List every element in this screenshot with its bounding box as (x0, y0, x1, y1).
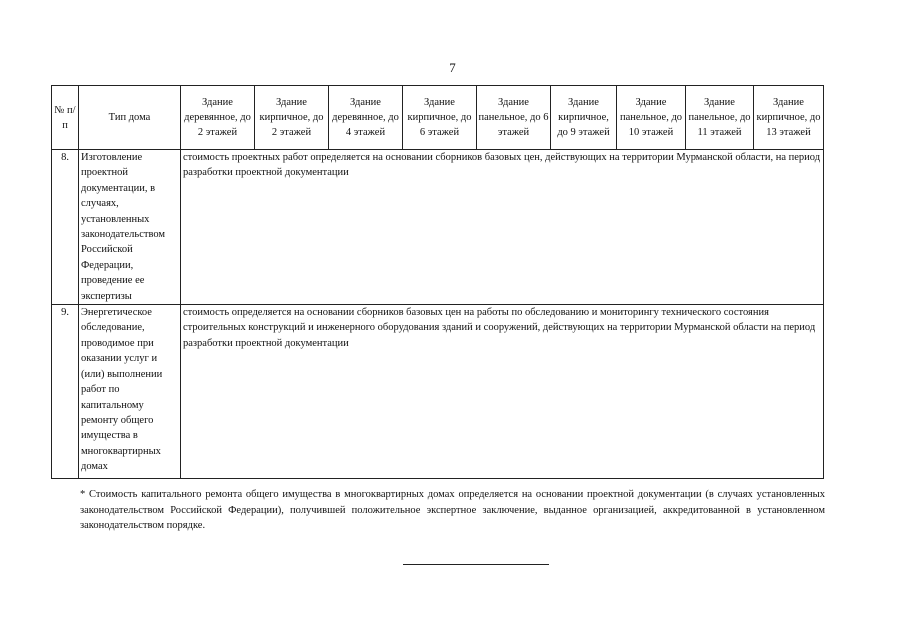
page-number: 7 (449, 60, 456, 75)
row-work-type: Энергетическое обследование, проводимое при оказании услуг и (или) выполнении работ по капитальному ремонту общего имущества в многоквартирных домах (79, 305, 181, 479)
cost-table (51, 85, 824, 479)
table-header-row (52, 86, 824, 150)
row-work-type: Изготовление проектной документации, в случаях, установленных законодательством Российской Федерации, проведение ее экспертизы (79, 150, 181, 305)
closing-line (403, 564, 549, 565)
header-cell-building-type: Здание панельное, до 6 этажей (477, 86, 551, 150)
header-cell-house-type: Тип дома (79, 86, 181, 150)
header-cell-building-type: Здание панельное, до 11 этажей (686, 86, 754, 150)
header-cell-building-type: Здание панельное, до 10 этажей (617, 86, 686, 150)
table-row (52, 305, 824, 479)
footnote: * Стоимость капитального ремонта общего имущества в многоквартирных домах определяется на основании проектной документации (в случаях установленных законодательством Российской Федерации), получившей положительное экспертное заключение, выданное организацией, аккредитованной в установленном законодательством порядке. (80, 489, 825, 531)
header-cell-building-type: Здание кирпичное, до 9 этажей (551, 86, 617, 150)
header-cell-building-type: Здание кирпичное, до 6 этажей (403, 86, 477, 150)
row-cost-description: стоимость проектных работ определяется на основании сборников базовых цен, действующих на территории Мурманской области, на период разработки проектной документации (181, 150, 824, 305)
row-number: 9. (52, 305, 79, 479)
table-row (52, 150, 824, 305)
row-number: 8. (52, 150, 79, 305)
header-cell-number: № п/п (52, 86, 79, 150)
row-cost-description: стоимость определяется на основании сборников базовых цен на работы по обследованию и мониторингу технического состояния строительных конструкций и инженерного оборудования зданий и сооружений, действующих на территории Мурманской области на период разработки проектной документации (181, 305, 824, 479)
header-cell-building-type: Здание кирпичное, до 2 этажей (255, 86, 329, 150)
header-cell-building-type: Здание деревянное, до 2 этажей (181, 86, 255, 150)
header-cell-building-type: Здание деревянное, до 4 этажей (329, 86, 403, 150)
header-cell-building-type: Здание кирпичное, до 13 этажей (754, 86, 824, 150)
